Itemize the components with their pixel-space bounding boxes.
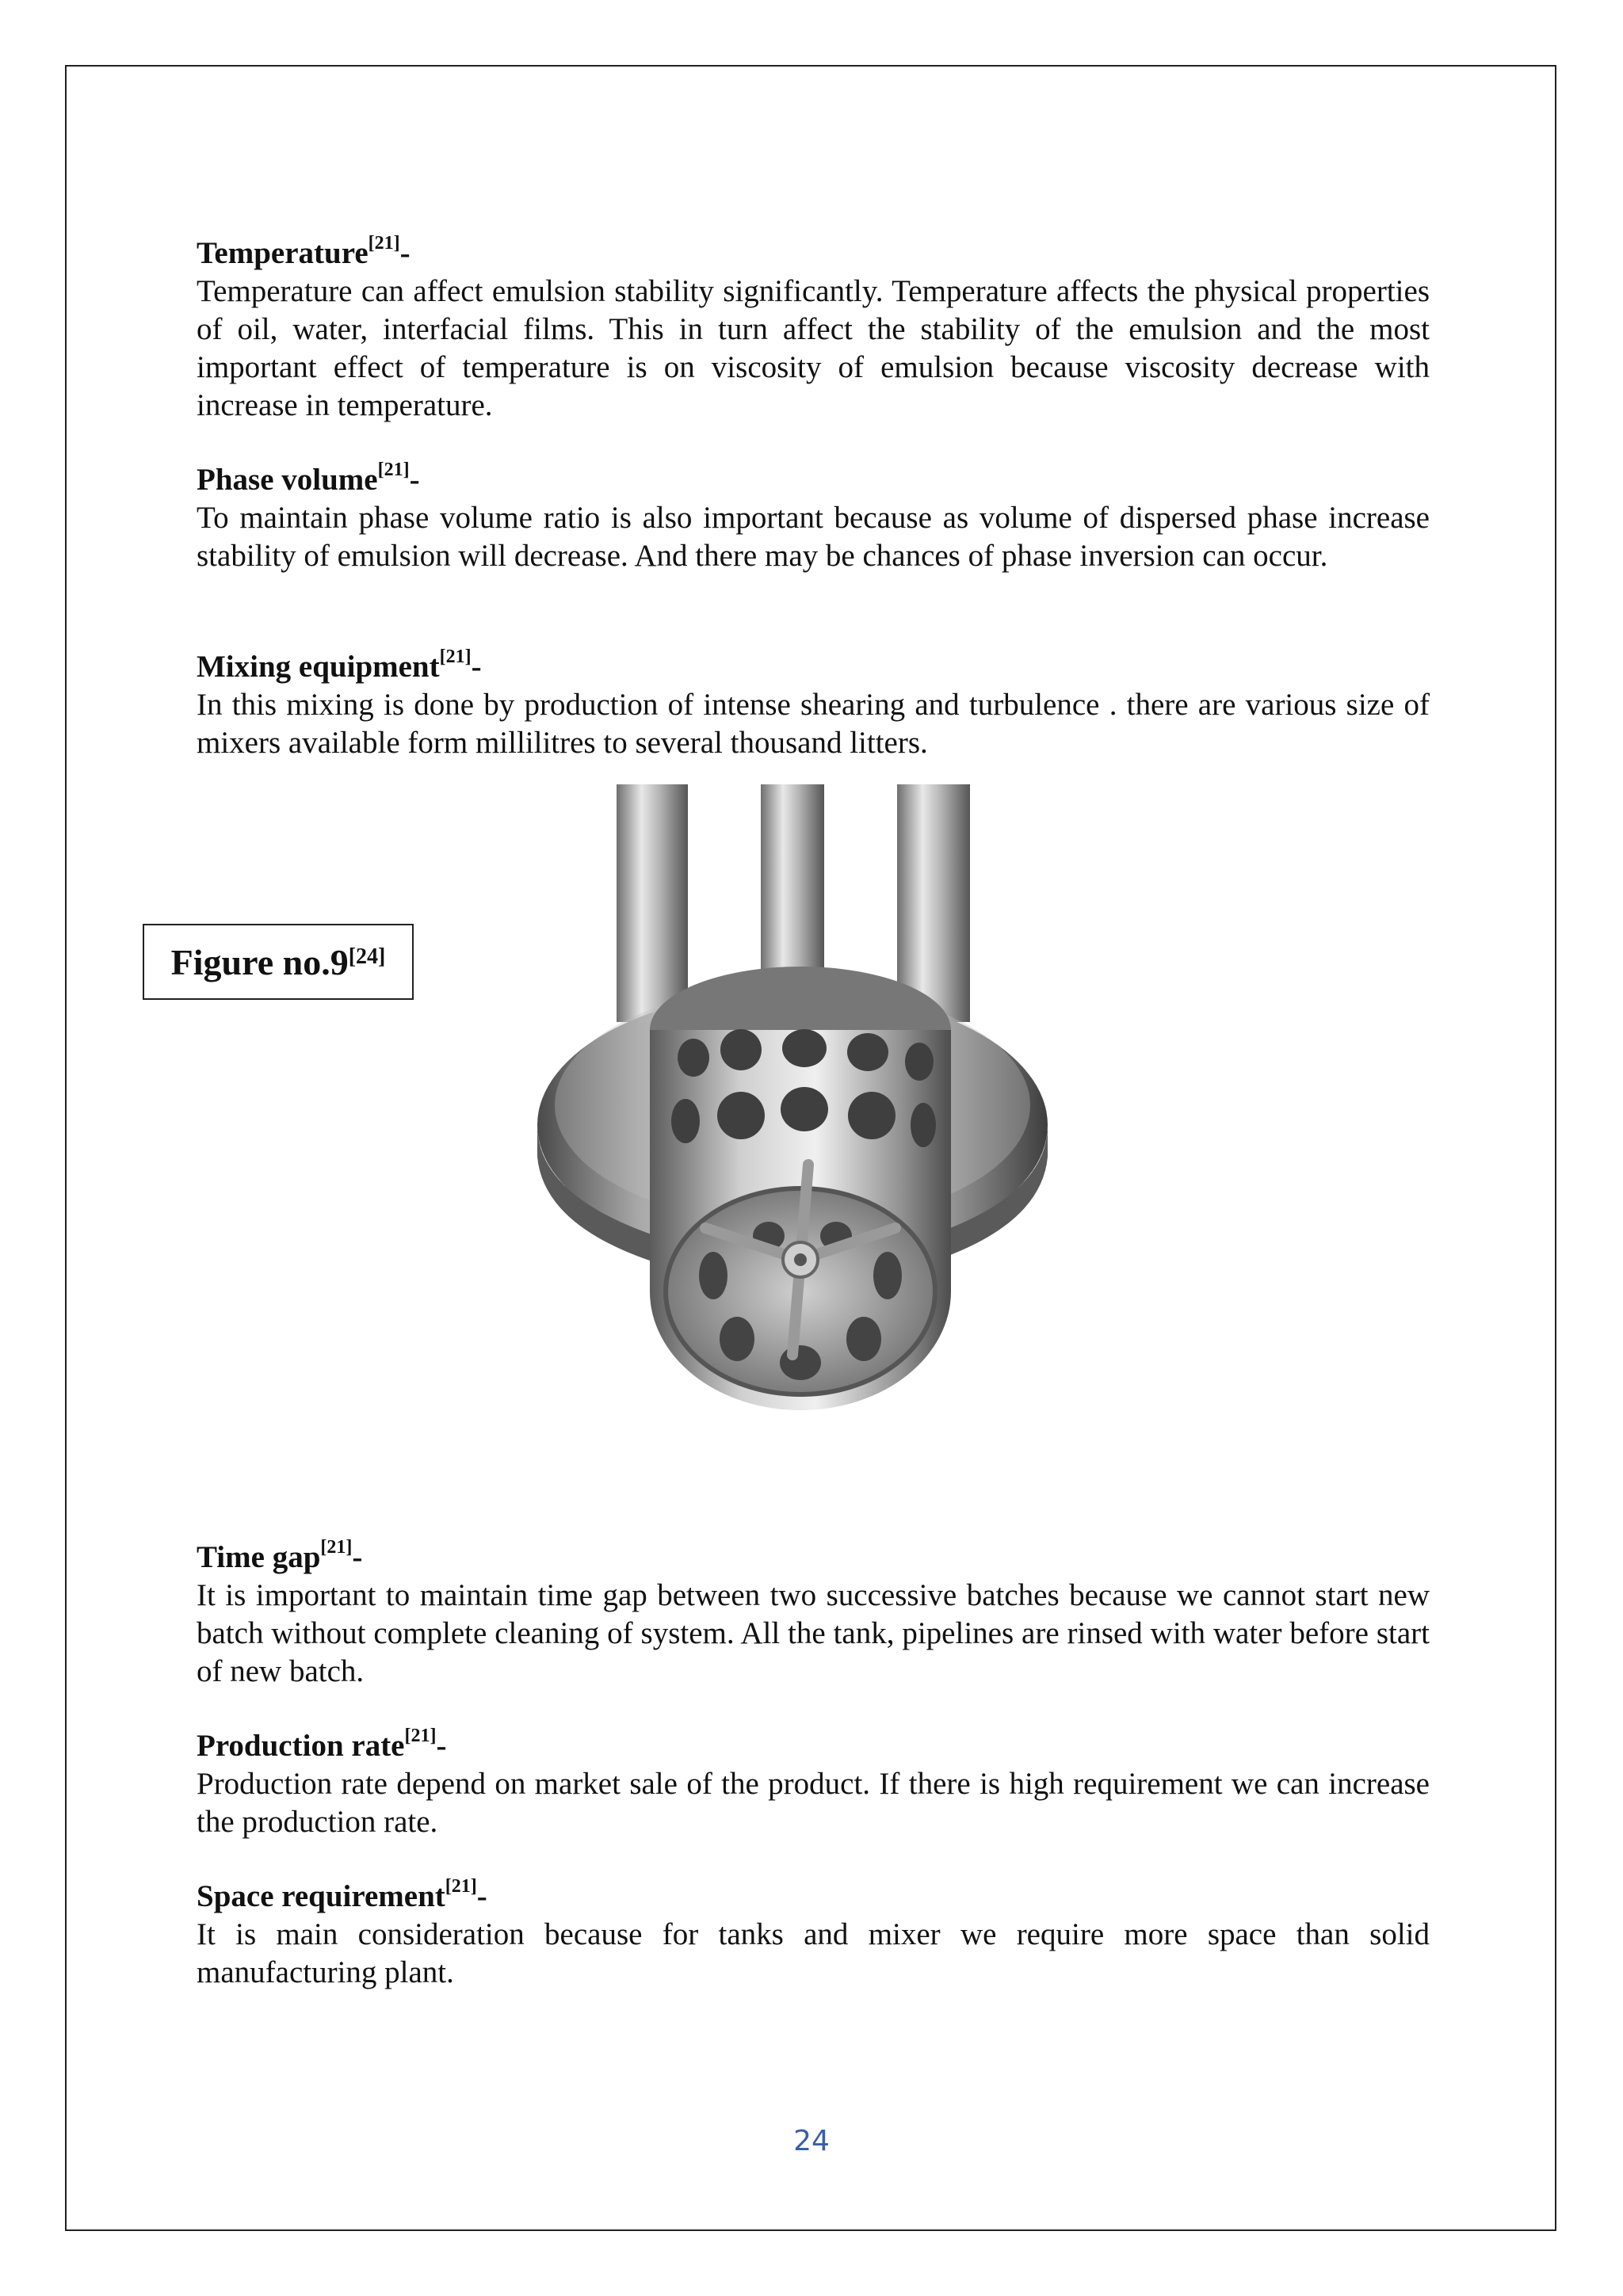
- mixer-head-image: [531, 784, 1070, 1458]
- section-phase-volume: [197, 461, 1430, 575]
- section-body: It is important to maintain time gap between two successive batches because we cannot start new batch without complete cleaning of system. All the tank, pipelines are rinsed with water before start of new batch.: [197, 1578, 1430, 1688]
- section-heading: Space requirement[21]-: [197, 1876, 487, 1913]
- page-number: 24: [793, 2125, 830, 2157]
- section-heading: Production rate[21]-: [197, 1726, 447, 1763]
- section-space-requirement: [197, 1878, 1430, 1992]
- section-heading: Time gap[21]-: [197, 1537, 363, 1574]
- section-heading: Temperature[21]-: [197, 233, 411, 270]
- section-production-rate: [197, 1727, 1430, 1841]
- figure-label: Figure no.9 [24]: [143, 924, 414, 1000]
- section-body: To maintain phase volume ratio is also important because as volume of dispersed phase increase stability of emulsion will decrease. And there may be chances of phase inversion can occur.: [197, 501, 1430, 573]
- section-body: In this mixing is done by production of intense shearing and turbulence . there are various size of mixers available form millilitres to several thousand litters.: [197, 688, 1430, 760]
- section-mixing-equipment: [197, 648, 1430, 762]
- section-temperature: [197, 235, 1430, 425]
- section-body: Temperature can affect emulsion stability significantly. Temperature affects the physical properties of oil, water, interfacial films. This in turn affect the stability of the emulsion and the most important effect of temperature is on viscosity of emulsion because viscosity decrease with increase in temperature.: [197, 274, 1430, 422]
- section-heading: Mixing equipment[21]-: [197, 646, 482, 684]
- section-body: It is main consideration because for tanks and mixer we require more space than solid manufacturing plant.: [197, 1917, 1430, 1989]
- section-body: Production rate depend on market sale of the product. If there is high requirement we can increase the production rate.: [197, 1767, 1430, 1839]
- section-time-gap: [197, 1539, 1430, 1691]
- section-heading: Phase volume[21]-: [197, 460, 420, 497]
